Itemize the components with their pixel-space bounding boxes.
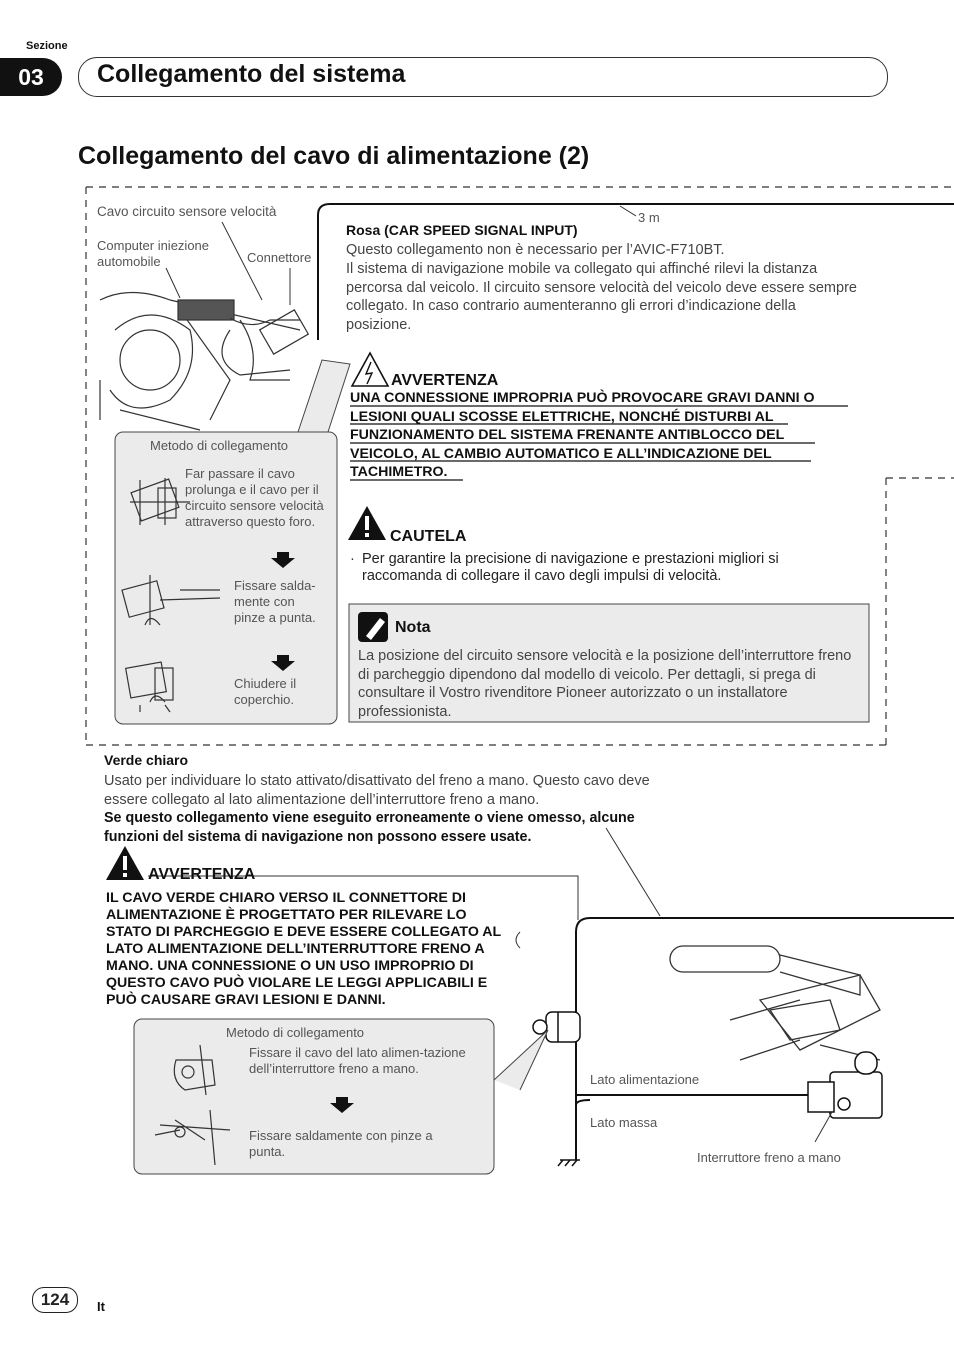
ground-symbol — [558, 1160, 580, 1166]
method-title-bottom: Metodo di collegamento — [226, 1025, 365, 1040]
green-wire-description: Usato per individuare lo stato attivato/disattivato del freno a mano. Questo cavo deve essere collegato al lato alimentazione dell’interruttore freno a mano. — [104, 773, 650, 808]
warning-line-3: FUNZIONAMENTO DEL SISTEMA FRENANTE ANTIBLOCCO DEL — [350, 427, 785, 443]
nota-text: La posizione del circuito sensore velocità e la posizione dell’interruttore freno di parcheggio dipendono dal modello di veicolo. Per dettagli, si prega di consultare il Vostro rivenditore Pioneer autorizzato o un installatore professionista. — [358, 648, 852, 720]
label-cable-length: 3 m — [638, 210, 660, 225]
pink-wire-description: Il sistema di navigazione mobile va collegato qui affinché rilevi la distanza percorsa dal veicolo. Il circuito sensore velocità del veicolo deve essere sempre collegato. In caso contrario aumenteranno gli errori d’indicazione della posizione. — [346, 261, 857, 333]
car-interior-drawing — [100, 293, 308, 431]
section-label: Sezione — [26, 40, 68, 52]
nota-heading: Nota — [395, 619, 431, 636]
method-step-1: Far passare il cavo prolunga e il cavo per il circuito sensore velocità attraverso questo foro. — [185, 466, 324, 529]
warning-triangle-icon — [352, 353, 388, 386]
green-wire-bold-note: Se questo collegamento viene eseguito erroneamente o viene omesso, alcune funzioni del sistema di navigazione non possono essere usate. — [104, 810, 635, 845]
section-number-badge: 03 — [0, 58, 62, 96]
caution-text: Per garantire la precisione di navigazione e prestazioni migliori si raccomanda di collegare il cavo degli impulsi di velocità. — [362, 551, 779, 584]
method-title-top: Metodo di collegamento — [150, 438, 289, 453]
pink-wire-note: Questo collegamento non è necessario per l’AVIC-F710BT. — [346, 242, 725, 258]
method-bottom-step-2: Fissare saldamente con pinze a punta. — [249, 1128, 433, 1159]
warning-triangle-icon-2 — [106, 846, 144, 880]
warning-2-heading: AVVERTENZA — [148, 866, 256, 883]
warning-heading: AVVERTENZA — [391, 372, 499, 389]
warning-line-4: VEICOLO, AL CAMBIO AUTOMATICO E ALL’INDICAZIONE DEL — [350, 445, 772, 462]
page-number: 124 — [32, 1287, 78, 1313]
warning-line-1: UNA CONNESSIONE IMPROPRIA PUÒ PROVOCARE GRAVI DANNI O — [350, 390, 815, 406]
caution-bullet: · — [350, 551, 355, 567]
method-step-3: Chiudere il coperchio. — [234, 676, 297, 707]
label-handbrake-switch: Interruttore freno a mano — [697, 1150, 841, 1165]
caution-triangle-icon — [348, 506, 386, 540]
handbrake-lever-drawing — [670, 946, 880, 1060]
green-wire-title: Verde chiaro — [104, 752, 189, 768]
label-power-side: Lato alimentazione — [590, 1072, 700, 1087]
section-title: Collegamento del sistema — [97, 60, 406, 88]
warning-line-2: LESIONI QUALI SCOSSE ELETTRICHE, NONCHÉ DISTURBI AL — [350, 408, 774, 425]
label-connector: Connettore — [247, 250, 312, 265]
label-injection-computer: Computer iniezione automobile — [97, 238, 210, 269]
method-bottom-step-1: Fissare il cavo del lato alimen-tazione dell’interruttore freno a mano. — [249, 1045, 466, 1076]
warning-2-text: IL CAVO VERDE CHIARO VERSO IL CONNETTORE DI ALIMENTAZIONE È PROGETTATO PER RILEVARE LO STATO DI PARCHEGGIO E DEVE ESSERE COLLEGATO AL LATO ALIMENTAZIONE DELL’INTERRUTTORE FRENO A MANO. UNA CONNESSIONE O UN USO IMPROPRIO DI QUESTO CAVO PUÒ VIOLARE LE LEGGI APPLICABILI E PUÒ CAUSARE GRAVI LESIONI E DANNI. — [106, 890, 501, 1008]
label-ground-side: Lato massa — [590, 1115, 658, 1130]
language-code: It — [97, 1299, 105, 1314]
label-speed-sensor-cable: Cavo circuito sensore velocità — [97, 204, 277, 219]
pink-wire-title: Rosa (CAR SPEED SIGNAL INPUT) — [346, 222, 578, 238]
warning-line-5: TACHIMETRO. — [350, 464, 448, 480]
handbrake-switch-drawing — [808, 1052, 882, 1118]
method-step-2: Fissare salda-mente con pinze a punta. — [234, 578, 316, 625]
page-title: Collegamento del cavo di alimentazione (2) — [78, 142, 590, 170]
caution-heading: CAUTELA — [390, 528, 467, 545]
